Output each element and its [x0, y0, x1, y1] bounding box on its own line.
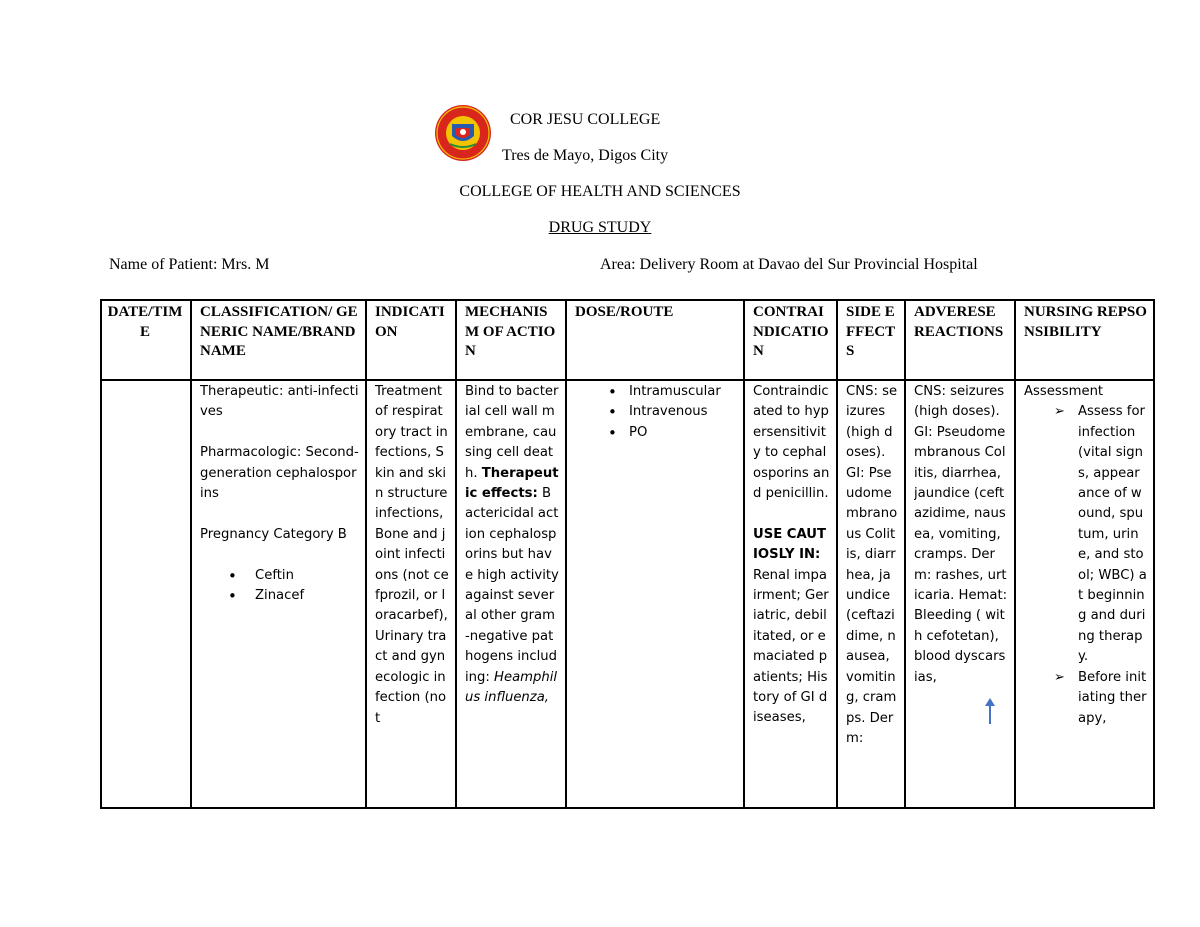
therapeutic-effects-text: Bactericidal action cephalosporins but have high activity against several other gram-negative pathogens including: [465, 486, 559, 685]
route-item: • Intramuscular [575, 382, 737, 402]
indication-text: Treatment of respiratory tract infections, Skin and skin structure infections, Bone and joint infections (not cefprozil, or loracarbef), Urinary tract and gynecologic infection (not [375, 384, 449, 726]
college-name: COR JESU COLLEGE [510, 111, 661, 128]
header-mechanism: MECHANISM OF ACTION [456, 300, 566, 380]
brand-name-item: • Zinacef [200, 586, 359, 606]
caution-label: USE CAUTIOSLY IN: [753, 526, 826, 563]
header-contraindication: CONTRAINDICATION [744, 300, 837, 380]
drug-study-table [100, 299, 1155, 809]
nursing-item: ➢ Before initiating therapy, [1024, 668, 1147, 729]
cell-indication [366, 380, 456, 808]
therapeutic-class: Therapeutic: anti-infectives [200, 384, 359, 420]
cell-contraindication [744, 380, 837, 808]
route-item: • PO [575, 423, 737, 443]
brand-name-item: • Ceftin [200, 566, 359, 586]
table-row [101, 380, 1154, 808]
table-header-row [101, 300, 1154, 380]
nursing-heading: Assessment [1024, 384, 1104, 399]
cell-nursing-responsibility [1015, 380, 1154, 808]
header-dose-route: DOSE/ROUTE [566, 300, 744, 380]
pathogen-name: Heamphilus influenza, [465, 669, 558, 706]
contraindication-text: Contraindicated to hypersensitivity to cephalosporins and penicillin. [753, 384, 830, 502]
up-arrow-icon [982, 697, 998, 725]
adverse-reactions-text: CNS: seizures (high doses). GI: Pseudomembranous Colitis, diarrhea, jaundice (ceftazidime, nausea, vomiting, cramps. Derm: rashes, urticaria. Hemat: Bleeding ( with cefotetan), blood dyscarsias, [914, 384, 1008, 685]
side-effects-text: CNS: seizures (high doses). GI: Pseudomembranous Colitis, diarrhea, jaundice (ceftazidime, nausea, vomiting, cramps. Derm: [846, 384, 898, 746]
nursing-item: ➢ Assess for infection (vital signs, appearance of wound, sputum, urine, and stool; WBC) at beginning and during therapy. [1024, 402, 1147, 667]
therapeutic-effects-label: Therapeutic effects: [465, 465, 559, 502]
header-adverse-reactions: ADVERESE REACTIONS [905, 300, 1015, 380]
department-name: COLLEGE OF HEALTH AND SCIENCES [459, 183, 741, 200]
cell-side-effects [837, 380, 905, 808]
cell-adverse-reactions [905, 380, 1015, 808]
mechanism-text: Bind to bacterial cell wall membrane, causing cell death. [465, 384, 559, 481]
cell-classification [191, 380, 366, 808]
college-address: Tres de Mayo, Digos City [502, 147, 669, 164]
header-date-time: DATE/TIME [101, 300, 191, 380]
header-nursing-responsibility: NURSING REPSONSIBILITY [1015, 300, 1154, 380]
patient-area: Area: Delivery Room at Davao del Sur Provincial Hospital [600, 256, 978, 273]
caution-text: Renal impairment; Geriatric, debilitated, or emaciated patients; History of GI diseases, [753, 567, 829, 726]
document-title: DRUG STUDY [548, 219, 652, 236]
route-item: • Intravenous [575, 402, 737, 422]
cell-mechanism [456, 380, 566, 808]
header-side-effects: SIDE EFFECTS [837, 300, 905, 380]
patient-name: Name of Patient: Mrs. M [109, 256, 270, 273]
cell-date-time [101, 380, 191, 808]
header-indication: INDICATION [366, 300, 456, 380]
pharmacologic-class: Pharmacologic: Second-generation cephalosporins [200, 445, 359, 502]
header-classification: CLASSIFICATION/ GENERIC NAME/BRAND NAME [191, 300, 366, 380]
cell-dose-route [566, 380, 744, 808]
college-seal-logo [432, 104, 494, 162]
pregnancy-category: Pregnancy Category B [200, 526, 347, 542]
